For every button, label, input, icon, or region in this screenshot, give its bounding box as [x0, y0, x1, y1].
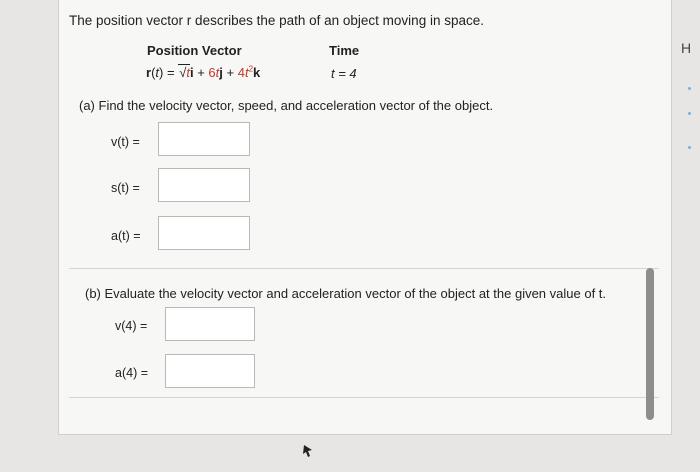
- velocity-at-4-input[interactable]: [165, 307, 255, 341]
- part-b-section: [69, 268, 659, 398]
- time-value: t = 4: [331, 66, 357, 81]
- intro-text: The position vector r describes the path of an object moving in space.: [69, 13, 484, 28]
- part-a-section: [59, 88, 671, 258]
- acceleration-at-4-input[interactable]: [165, 354, 255, 388]
- side-dot: [688, 146, 691, 149]
- velocity-input[interactable]: [158, 122, 250, 156]
- speed-input[interactable]: [158, 168, 250, 202]
- part-a-question: (a) Find the velocity vector, speed, and acceleration vector of the object.: [79, 98, 494, 113]
- position-vector-header: Position Vector: [147, 43, 242, 58]
- side-dot: [688, 112, 691, 115]
- position-formula: $r(t) = √ti + 6tj + 4t^2k$: [146, 64, 261, 80]
- velocity-at-4-label: v(4) =: [115, 319, 148, 333]
- question-card: [58, 0, 672, 435]
- acceleration-at-4-label: a(4) =: [115, 366, 149, 380]
- part-b-question: (b) Evaluate the velocity vector and acceleration vector of the object at the given value of t.: [85, 286, 607, 301]
- scrollbar[interactable]: [646, 268, 654, 420]
- mouse-cursor-icon: [302, 444, 314, 458]
- velocity-label: v(t) =: [111, 135, 140, 149]
- side-dot: [688, 87, 691, 90]
- side-panel-letter: H: [681, 40, 692, 56]
- acceleration-label: a(t) =: [111, 229, 141, 243]
- acceleration-input[interactable]: [158, 216, 250, 250]
- speed-label: s(t) =: [111, 181, 140, 195]
- time-header: Time: [329, 43, 360, 58]
